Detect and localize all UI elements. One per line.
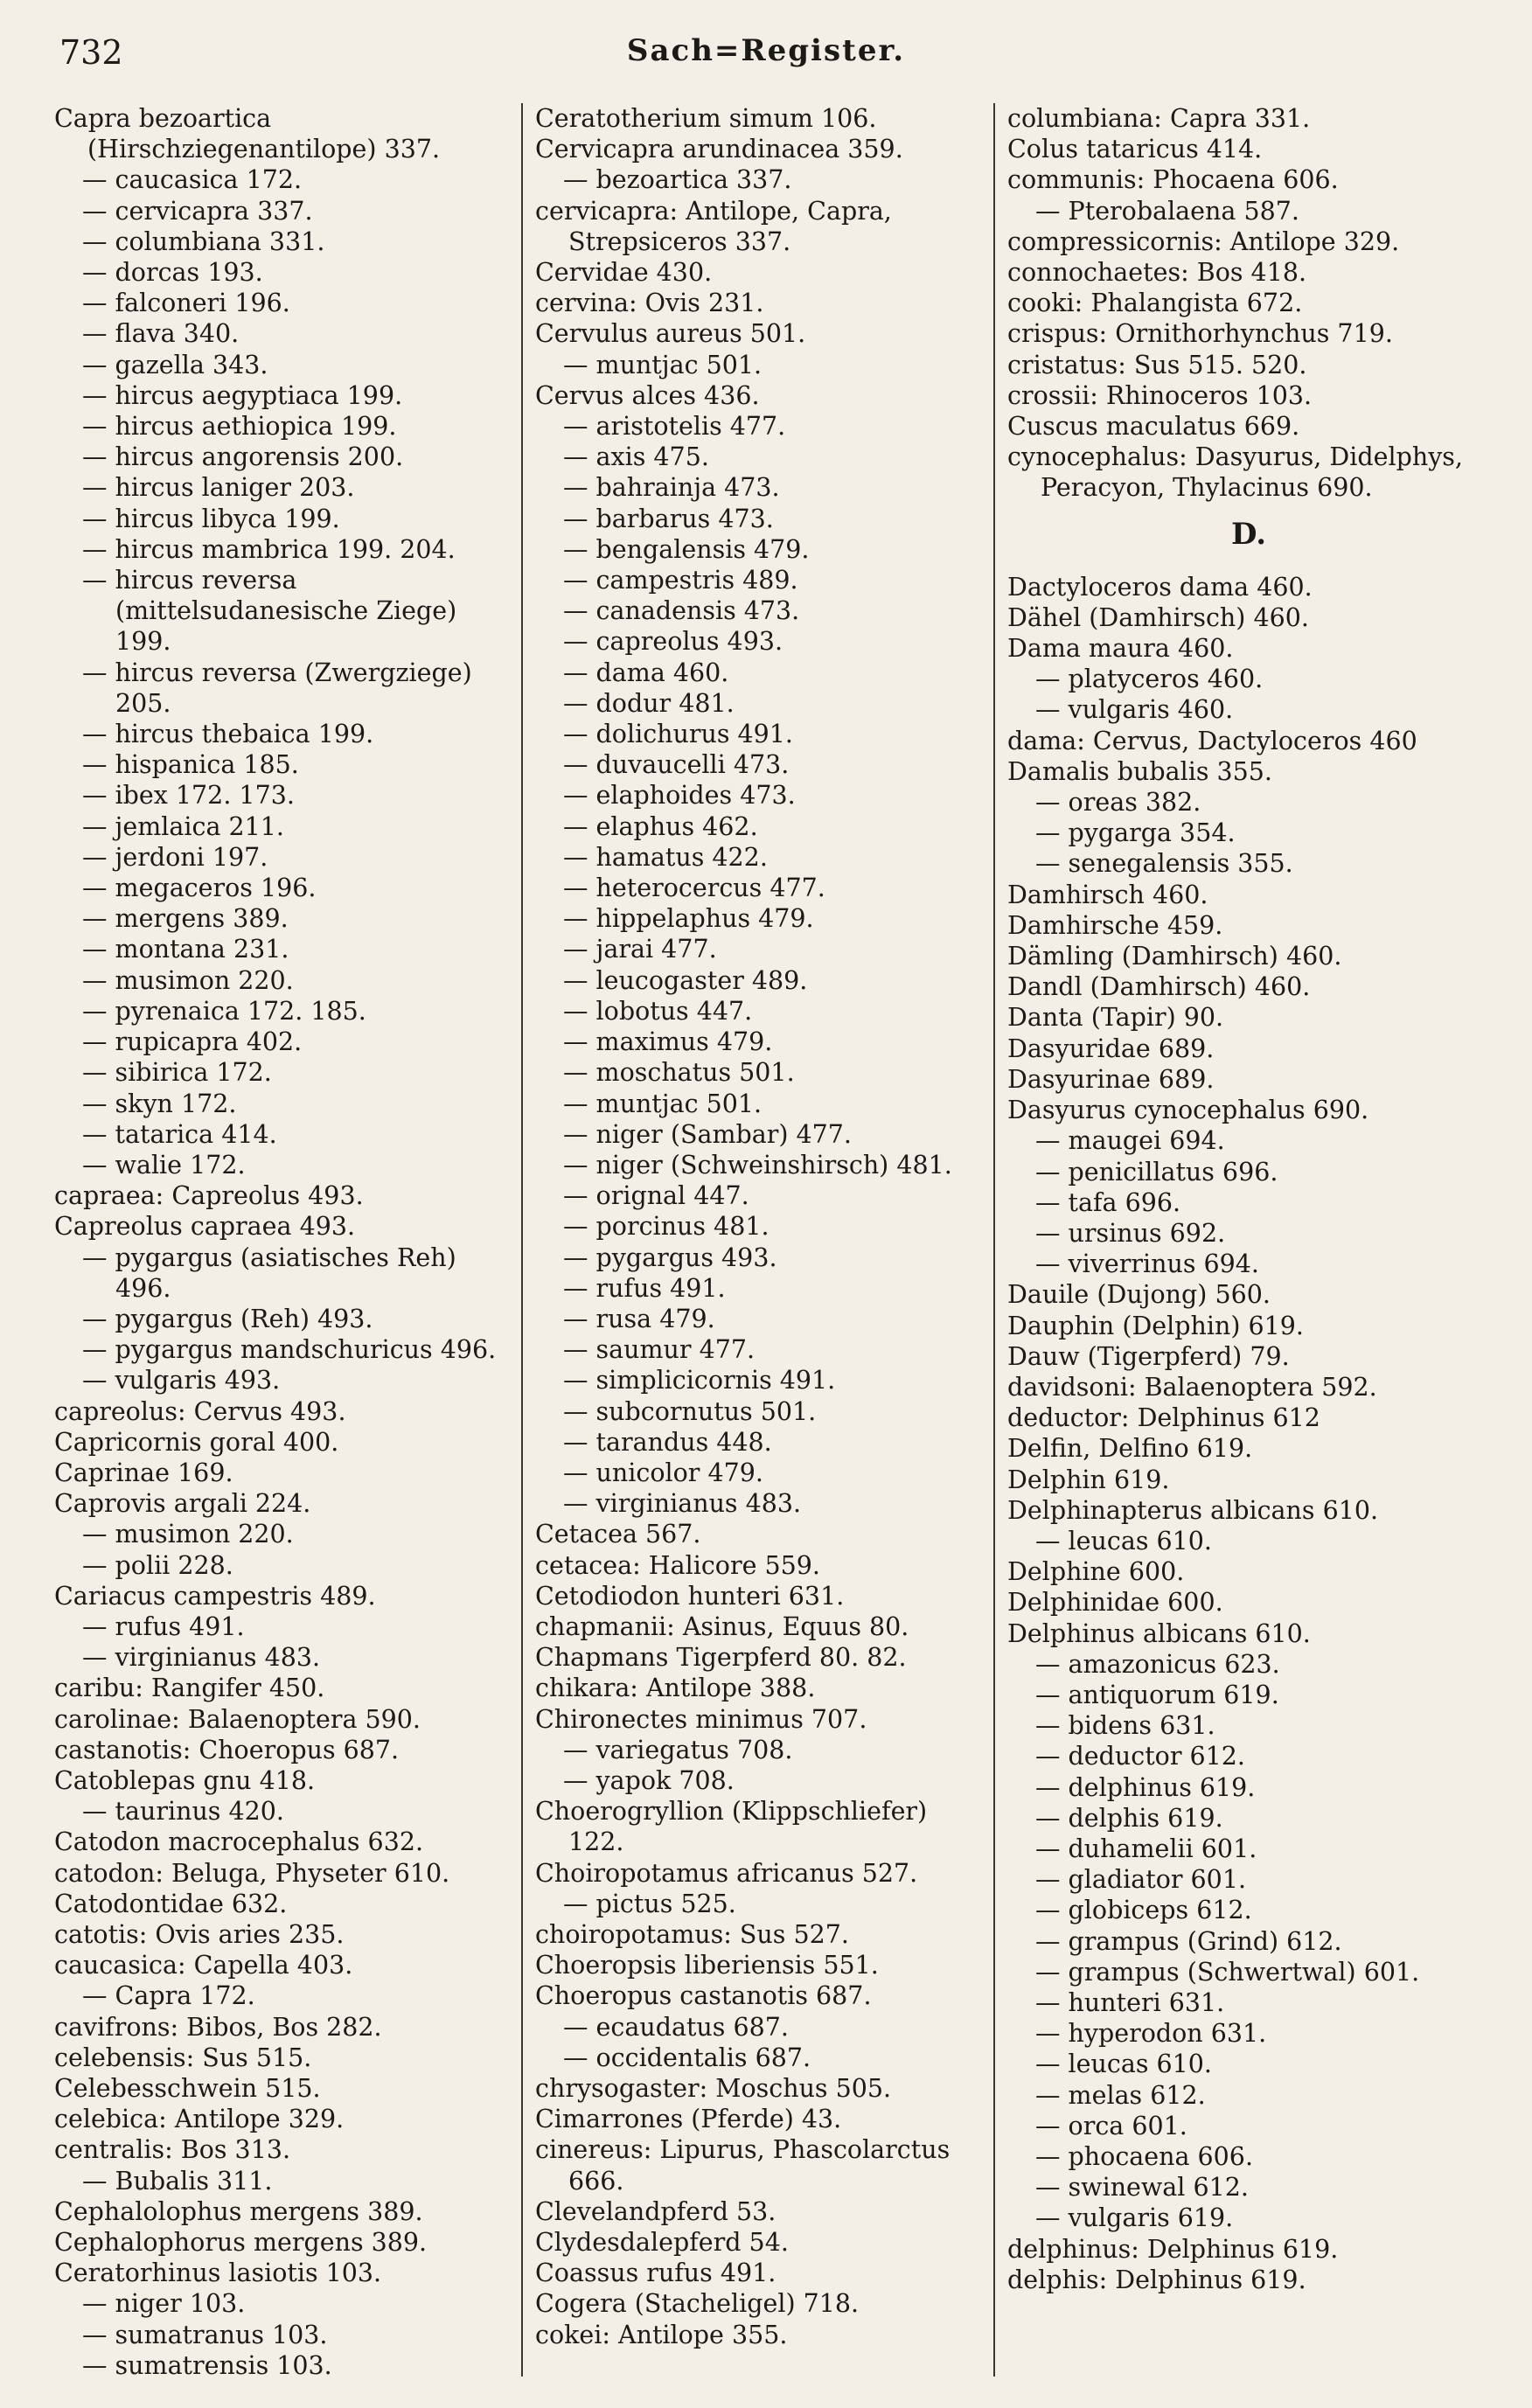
index-entry: crispus: Ornithorhynchus 719. [1007,319,1393,349]
index-entry: — rupicapra 402. [82,1027,303,1057]
index-entry: — senegalensis 355. [1035,849,1293,879]
index-entry: caribu: Rangifer 450. [54,1674,325,1703]
index-entry: — pictus 525. [563,1889,736,1918]
index-column-3 [993,103,1501,2377]
index-entry: Cuscus maculatus 669. [1007,412,1300,442]
index-entry: — antiquorum 619. [1035,1680,1279,1709]
index-entry: chrysogaster: Moschus 505. [535,2074,892,2103]
index-entry: — duvaucelli 473. [563,750,790,780]
index-entry: — caucasica 172. [82,165,303,195]
index-entry: — leucas 610. [1035,2050,1212,2079]
index-entry: cavifrons: Bibos, Bos 282. [54,2012,382,2042]
index-entry: — duhamelii 601. [1035,1834,1257,1863]
index-entry: — melas 612. [1035,2080,1206,2110]
index-entry: — tafa 696. [1035,1187,1181,1217]
index-entry: Cervulus aureus 501. [535,319,806,349]
index-entry: — viverrinus 694. [1035,1249,1259,1279]
index-entry: — hispanica 185. [82,750,299,780]
index-entry: — hircus laniger 203. [82,473,355,503]
index-entry: Clevelandpferd 53. [535,2196,776,2226]
index-entry: connochaetes: Bos 418. [1007,258,1307,288]
index-entry: — virginianus 483. [82,1643,321,1673]
index-entry: — sibirica 172. [82,1058,272,1088]
index-entry: communis: Phocaena 606. [1007,165,1339,195]
index-entry: — jerdoni 197. [82,842,268,872]
index-entry: — vulgaris 493. [82,1366,281,1395]
index-entry: — musimon 220. [82,965,294,995]
index-entry: Damalis bubalis 355. [1007,756,1272,786]
index-entry: Delphinidae 600. [1007,1588,1223,1618]
index-entry: — megaceros 196. [82,873,317,903]
index-entry: Damhirsch 460. [1007,880,1208,909]
index-entry: — hircus aethiopica 199. [82,412,397,442]
index-entry: Damhirsche 459. [1007,910,1223,940]
index-entry: — skyn 172. [82,1089,237,1118]
index-entry: carolinae: Balaenoptera 590. [54,1704,421,1734]
section-letter-d: D. [1230,516,1267,552]
index-entry: Ceratotherium simum 106. [535,104,877,133]
index-entry: Caprovis argali 224. [54,1489,311,1519]
index-entry: — mergens 389. [82,904,289,934]
index-entry: centralis: Bos 313. [54,2135,291,2165]
index-entry: chikara: Antilope 388. [535,1674,816,1703]
running-head: Sach=Register. [626,33,906,68]
index-entry: — globiceps 612. [1035,1896,1252,1925]
index-entry: — amazonicus 623. [1035,1649,1280,1679]
index-entry: Dactyloceros dama 460. [1007,572,1313,602]
index-entry: — aristotelis 477. [563,412,786,442]
index-entry: Cariacus campestris 489. [54,1581,376,1611]
index-entry: cokei: Antilope 355. [535,2320,788,2349]
index-entry: — oreas 382. [1035,788,1201,818]
index-entry: — ibex 172. 173. [82,781,295,811]
index-columns [49,103,1501,2380]
index-entry: cristatus: Sus 515. 520. [1007,350,1307,379]
index-entry: — niger (Sambar) 477. [563,1119,852,1149]
index-entry: Celebesschwein 515. [54,2074,321,2103]
index-entry: chapmanii: Asinus, Equus 80. [535,1611,909,1641]
index-entry: Dauile (Dujong) 560. [1007,1280,1271,1310]
index-entry: — axis 475. [563,442,709,472]
index-entry: cooki: Phalangista 672. [1007,289,1303,318]
index-entry: — hircus reversa (Zwergziege) 205. [82,658,472,718]
index-entry: celebensis: Sus 515. [54,2043,312,2072]
index-entry: — muntjac 501. [563,350,763,379]
index-entry: — columbiana 331. [82,226,325,256]
index-entry: Dämling (Damhirsch) 460. [1007,942,1342,971]
index-entry: choiropotamus: Sus 527. [535,1919,849,1949]
index-entry: — rufus 491. [563,1273,726,1303]
index-entry: — jemlaica 211. [82,811,284,841]
index-entry: delphinus: Delphinus 619. [1007,2234,1339,2264]
index-entry: Cervicapra arundinacea 359. [535,135,903,164]
index-entry: Cephalophorus mergens 389. [54,2228,428,2258]
index-entry: Cetacea 567. [535,1520,701,1549]
index-entry: — saumur 477. [563,1335,756,1365]
index-entry: cervicapra: Antilope, Capra, Strepsiceros 337. [535,196,892,256]
index-entry: Choiropotamus africanus 527. [535,1858,918,1888]
index-entry: — pyrenaica 172. 185. [82,996,366,1026]
index-entry: — leucas 610. [1035,1526,1212,1555]
index-entry: crossii: Rhinoceros 103. [1007,380,1313,410]
index-entry: — niger (Schweinshirsch) 481. [563,1150,952,1180]
index-entry: — delphinus 619. [1035,1772,1256,1802]
index-entry: — delphis 619. [1035,1803,1223,1833]
index-entry: — hyperodon 631. [1035,2019,1267,2049]
index-entry: — jarai 477. [563,935,717,964]
index-entry: Caprinae 169. [54,1458,233,1487]
index-entry: — yapok 708. [563,1765,735,1795]
index-entry: — hircus reversa (mittelsudanesische Ziege) 199. [82,566,457,657]
index-entry: cynocephalus: Dasyurus, Didelphys, Peracyon, Thylacinus 690. [1007,442,1463,503]
page-header [54,33,1478,79]
index-entry: capreolus: Cervus 493. [54,1396,346,1426]
index-entry: — moschatus 501. [563,1058,795,1088]
index-entry: — gladiator 601. [1035,1865,1247,1895]
index-entry: delphis: Delphinus 619. [1007,2265,1306,2294]
index-entry: Delphinapterus albicans 610. [1007,1495,1379,1525]
index-entry: — polii 228. [82,1550,233,1580]
index-entry: — variegatus 708. [563,1735,793,1764]
index-entry: — ursinus 692. [1035,1218,1226,1248]
index-entry: — hircus angorensis 200. [82,442,404,472]
index-entry: — maugei 694. [1035,1126,1225,1156]
index-entry: Catoblepas gnu 418. [54,1765,316,1795]
index-entry: — grampus (Schwertwal) 601. [1035,1957,1420,1987]
index-entry: — hunteri 631. [1035,1987,1225,2017]
index-entry: Dama maura 460. [1007,634,1234,664]
index-entry: — Capra 172. [82,1981,255,2011]
index-entry: — pygargus 493. [563,1242,777,1272]
index-entry: Cervidae 430. [535,258,713,288]
index-entry: — swinewal 612. [1035,2173,1249,2203]
index-entry: — sumatranus 103. [82,2320,328,2349]
index-entry: — taurinus 420. [82,1797,284,1827]
index-entry: — bengalensis 479. [563,534,810,564]
index-entry: — campestris 489. [563,566,798,595]
index-column-1 [49,103,521,2380]
page-number: 732 [59,33,123,72]
index-entry: Choerogryllion (Klippschliefer) 122. [535,1797,928,1857]
index-entry: — hircus thebaica 199. [82,720,374,749]
index-entry: Dasyurus cynocephalus 690. [1007,1096,1369,1125]
index-entry: Dauphin (Delphin) 619. [1007,1311,1304,1340]
index-column-2 [521,103,993,2377]
index-entry: — cervicapra 337. [82,196,313,226]
index-entry: — unicolor 479. [563,1458,763,1487]
index-entry: — dorcas 193. [82,258,263,288]
index-entry: — grampus (Grind) 612. [1035,1926,1342,1956]
index-entry: Choeropus castanotis 687. [535,1981,872,2011]
index-entry: — vulgaris 619. [1035,2203,1234,2233]
index-entry: — hircus libyca 199. [82,504,340,533]
index-entry: celebica: Antilope 329. [54,2105,345,2134]
index-entry: Colus tataricus 414. [1007,135,1263,164]
index-entry: — gazella 343. [82,350,268,379]
index-entry: — bahrainja 473. [563,473,780,503]
index-entry: Dandl (Damhirsch) 460. [1007,972,1311,1002]
index-entry: — virginianus 483. [563,1489,802,1519]
index-entry: dama: Cervus, Dactyloceros 460 [1007,726,1417,755]
index-entry: — hamatus 422. [563,842,768,872]
index-entry: — orca 601. [1035,2111,1187,2140]
index-entry: — dama 460. [563,658,729,687]
index-entry: — muntjac 501. [563,1089,763,1118]
index-entry: — rusa 479. [563,1304,715,1333]
index-entry: Cimarrones (Pferde) 43. [535,2105,842,2134]
index-entry: cinereus: Lipurus, Phascolarctus 666. [535,2135,951,2196]
index-entry: Chapmans Tigerpferd 80. 82. [535,1643,907,1673]
index-entry: Danta (Tapir) 90. [1007,1003,1224,1033]
index-column-3-top [1007,103,1490,504]
index-entry: — simplicicornis 491. [563,1366,836,1395]
index-entry: Catodontidae 632. [54,1889,288,1918]
index-entry: — elaphus 462. [563,811,758,841]
index-entry: — capreolus 493. [563,627,783,657]
index-entry: cetacea: Halicore 559. [535,1550,820,1580]
index-entry: — lobotus 447. [563,996,753,1026]
index-entry: — tarandus 448. [563,1427,772,1457]
index-entry: cervina: Ovis 231. [535,289,764,318]
index-entry: — Bubalis 311. [82,2166,273,2196]
index-entry: — bezoartica 337. [563,165,792,195]
index-entry: — hippelaphus 479. [563,904,814,934]
index-entry: Delphinus albicans 610. [1007,1618,1311,1648]
index-entry: — musimon 220. [82,1520,294,1549]
index-entry: — falconeri 196. [82,289,290,318]
index-entry: Dähel (Damhirsch) 460. [1007,602,1309,632]
index-entry: — barbarus 473. [563,504,774,533]
index-entry: Capra bezoartica (Hirschziegenantilope) 337. [54,104,441,164]
index-entry: — heterocercus 477. [563,873,825,903]
index-entry: caucasica: Capella 403. [54,1951,353,1980]
index-entry: — deductor 612. [1035,1742,1245,1771]
index-entry: catotis: Ovis aries 235. [54,1919,345,1949]
index-entry: deductor: Delphinus 612 [1007,1403,1320,1433]
index-entry: — tatarica 414. [82,1119,277,1149]
index-entry: — maximus 479. [563,1027,773,1057]
index-entry: — pygargus (Reh) 493. [82,1304,373,1333]
index-entry: — pygargus (asiatisches Reh) 496. [82,1242,456,1303]
index-entry: — niger 103. [82,2289,246,2319]
index-entry: — hircus aegyptiaca 199. [82,380,403,410]
index-entry: — pygargus mandschuricus 496. [82,1335,497,1365]
index-entry: Dasyurinae 689. [1007,1064,1215,1094]
index-entry: — montana 231. [82,935,289,964]
index-entry: castanotis: Choeropus 687. [54,1735,400,1764]
index-column-3-bottom [1007,572,1490,2295]
index-entry: — vulgaris 460. [1035,695,1234,725]
index-entry: Cogera (Stacheligel) 718. [535,2289,860,2319]
index-entry: davidsoni: Balaenoptera 592. [1007,1372,1377,1402]
index-entry: Delphine 600. [1007,1557,1185,1587]
index-entry: Cetodiodon hunteri 631. [535,1581,845,1611]
index-entry: Cephalolophus mergens 389. [54,2196,423,2226]
index-entry: compressicornis: Antilope 329. [1007,226,1400,256]
index-entry: Choeropsis liberiensis 551. [535,1951,879,1980]
index-entry: — porcinus 481. [563,1212,769,1242]
index-entry: Ceratorhinus lasiotis 103. [54,2258,382,2288]
index-entry: columbiana: Capra 331. [1007,104,1311,133]
index-entry: — leucogaster 489. [563,965,808,995]
index-entry: Dauw (Tigerpferd) 79. [1007,1341,1290,1371]
index-entry: — ecaudatus 687. [563,2012,789,2042]
index-entry: Clydesdalepferd 54. [535,2228,789,2258]
index-entry: catodon: Beluga, Physeter 610. [54,1858,450,1888]
index-entry: — dodur 481. [563,688,735,718]
index-entry: Capreolus capraea 493. [54,1212,356,1242]
index-entry: Coassus rufus 491. [535,2258,776,2288]
index-entry: — occidentalis 687. [563,2043,811,2072]
index-entry: — orignal 447. [563,1181,749,1211]
index-entry: — bidens 631. [1035,1711,1215,1741]
index-entry: — canadensis 473. [563,596,800,626]
index-entry: Capricornis goral 400. [54,1427,339,1457]
index-entry: — hircus mambrica 199. 204. [82,534,456,564]
index-entry: Delfin, Delfino 619. [1007,1434,1253,1464]
index-entry: — dolichurus 491. [563,720,793,749]
index-entry: — penicillatus 696. [1035,1157,1278,1187]
index-entry: — elaphoides 473. [563,781,796,811]
index-entry: capraea: Capreolus 493. [54,1181,364,1211]
index-entry: Catodon macrocephalus 632. [54,1827,424,1857]
index-entry: Chironectes minimus 707. [535,1704,867,1734]
index-entry: — Pterobalaena 587. [1035,196,1299,226]
index-entry: — pygarga 354. [1035,818,1236,848]
index-entry: — platyceros 460. [1035,665,1264,694]
index-entry: — subcornutus 501. [563,1396,817,1426]
index-entry: — walie 172. [82,1150,246,1180]
index-entry: — phocaena 606. [1035,2142,1253,2171]
index-entry: Cervus alces 436. [535,380,760,410]
index-entry: — rufus 491. [82,1611,245,1641]
index-entry: — flava 340. [82,319,240,349]
index-entry: — sumatrensis 103. [82,2350,332,2380]
index-entry: Dasyuridae 689. [1007,1033,1215,1063]
index-entry: Delphin 619. [1007,1465,1170,1494]
